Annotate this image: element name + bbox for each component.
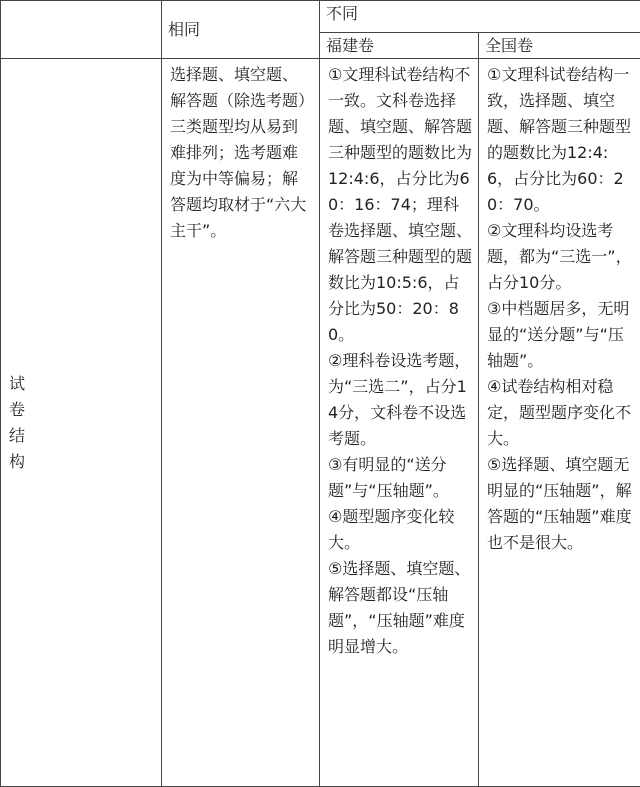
fujian-item: ③有明显的“送分题”与“压轴题”。 (328, 452, 472, 504)
national-item: ①文理科试卷结构一致，选择题、填空题、解答题三种题型的题数比为12:4:6，占分比为60：20：70。 (487, 62, 634, 218)
header-same: 相同 (162, 1, 320, 59)
content-row (1, 59, 640, 787)
header-blank-cell (1, 1, 162, 59)
row-label-cell (1, 59, 162, 787)
fujian-item: ②理科卷设选考题，为“三选二”，占分14分，文科卷不设选考题。 (328, 348, 472, 452)
header-different: 不同 (320, 1, 640, 33)
same-content: 选择题、填空题、解答题（除选考题）三类题型均从易到难排列；选考题难度为中等偏易；解答题均取材于“六大主干”。 (162, 59, 320, 787)
fujian-item: ⑤选择题、填空题、解答题都设“压轴题”，“压轴题”难度明显增大。 (328, 556, 472, 660)
fujian-content (320, 59, 479, 787)
row-label: 试卷结构 (9, 371, 27, 475)
header-fujian: 福建卷 (320, 33, 479, 59)
national-content (479, 59, 640, 787)
header-national: 全国卷 (479, 33, 640, 59)
national-item: ③中档题居多，无明显的“送分题”与“压轴题”。 (487, 296, 634, 374)
national-item: ⑤选择题、填空题无明显的“压轴题”，解答题的“压轴题”难度也不是很大。 (487, 452, 634, 556)
national-item: ②文理科均设选考题，都为“三选一”，占分10分。 (487, 218, 634, 296)
fujian-item: ④题型题序变化较大。 (328, 504, 472, 556)
fujian-item: ①文理科试卷结构不一致。文科卷选择题、填空题、解答题三种题型的题数比为12:4:6，占分比为60：16：74；理科卷选择题、填空题、解答题三种题型的题数比为10:5:6，占分比为50：20：80。 (328, 62, 472, 348)
national-item: ④试卷结构相对稳定，题型题序变化不大。 (487, 374, 634, 452)
header-row-top (1, 1, 640, 33)
